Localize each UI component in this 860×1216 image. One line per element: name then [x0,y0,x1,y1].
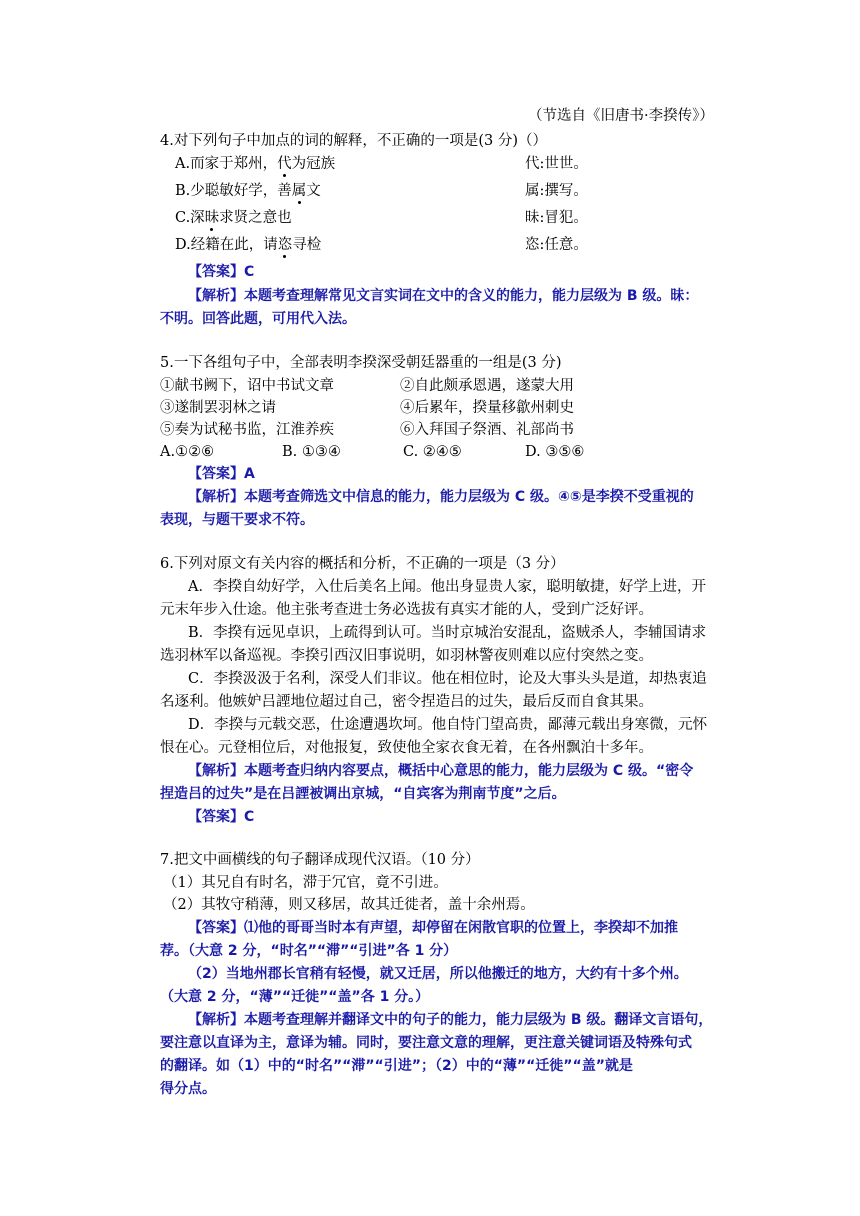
q5-stem: 5.一下各组句子中，全部表明李揆深受朝廷器重的一组是(3 分) [160,355,562,371]
q4-option-d [175,235,321,255]
q4-option-c-gloss: 昧:冒犯。 [525,210,588,226]
q4-option-c [175,208,292,228]
q5-item-5: ⑤奏为试秘书监，江淮养疾 [160,422,334,438]
q4-answer: 【答案】C [188,264,255,280]
q4-analysis-line2: 不明。回答此题，可用代入法。 [160,311,356,327]
q5-choice-d: D. ③⑤⑥ [525,444,585,460]
q4-option-a-post: 为冠族 [291,156,336,172]
q6-analysis-line1: 【解析】本题考查归纳内容要点，概括中心意思的能力，能力层级为 C 级。“密令 [188,763,694,779]
q7-analysis-line4: 得分点。 [160,1081,216,1097]
q4-option-d-pre: D.经籍在此，请 [175,237,278,253]
q4-option-b-gloss: 属:撰写。 [525,183,588,199]
q7-analysis-line3: 的翻译。如（1）中的“时名”“滞”“引进”；（2）中的“薄”“迁徙”“盖”就是 [160,1058,633,1074]
q6-d-line1: D．李揆与元载交恶，仕途遭遇坎坷。他自恃门望高贵，鄙薄元载出身寒微，元怀 [188,717,708,733]
q5-answer: 【答案】A [188,466,255,482]
q4-option-a [175,154,335,174]
q7-analysis-line1: 【解析】本题考查理解并翻译文中的句子的能力，能力层级为 B 级。翻译文言语句， [188,1012,713,1028]
q4-option-b-post: 文 [306,183,321,199]
q5-item-3: ③遂制罢羽林之请 [160,400,276,416]
source-citation: （节选自《旧唐书·李揆传》） [528,108,714,124]
q7-sentence-2: （2）其牧守稍薄，则又移居，故其迁徙者，盖十余州焉。 [163,897,535,913]
q4-option-c-pre: C.深 [175,210,205,226]
q4-option-a-pre: A.而家于郑州， [175,156,278,172]
q6-a-line2: 元末年步入仕途。他主张考查进士务必选拔有真实才能的人，受到广泛好评。 [160,602,653,618]
q6-b-line2: 选羽林军以备巡视。李揆引西汉旧事说明，如羽林警夜则难以应付突然之变。 [160,648,653,664]
q6-a-line1: A．李揆自幼好学，入仕后美名上闻。他出身显贵人家，聪明敏捷，好学上进，开 [188,579,706,595]
q5-item-4: ④后累年，揆量移歙州刺史 [400,400,574,416]
q5-choice-b: B. ①③④ [282,444,341,460]
q4-analysis-line1: 【解析】本题考查理解常见文言实词在文中的含义的能力，能力层级为 B 级。昧： [188,288,699,304]
q6-c-line2: 名逐利。他嫉妒吕諲地位超过自己，密令捏造吕的过失，最后反而自食其果。 [160,694,653,710]
q4-option-a-dotted: 代 [277,156,292,172]
q4-option-c-post: 求贤之意也 [219,210,292,226]
q4-option-b [175,181,321,201]
q6-b-line1: B．李揆有远见卓识，上疏得到认可。当时京城治安混乱，盗贼杀人，李辅国请求 [188,625,707,641]
q5-item-1: ①献书阙下，诏中书试文章 [160,378,334,394]
q5-choice-c: C. ②④⑤ [403,444,462,460]
q5-choice-a: A.①②⑥ [160,444,215,460]
q4-option-b-pre: B.少聪敏好学，善 [175,183,292,199]
q7-answer-line4: （大意 2 分，“薄”“迁徙”“盖”各 1 分。） [160,989,430,1005]
q7-answer-line1: 【答案】⑴他的哥哥当时本有声望，却停留在闲散官职的位置上，李揆却不加推 [188,920,678,936]
q6-analysis-line2: 捏造吕的过失”是在吕諲被调出京城，“自宾客为荆南节度”之后。 [160,786,566,802]
q6-answer: 【答案】C [188,809,255,825]
q7-analysis-line2: 要注意以直译为主，意译为辅。同时，要注意文意的理解，更注意关键词语及特殊句式 [160,1035,692,1051]
q6-c-line1: C．李揆汲汲于名利，深受人们非议。他在相位时，论及大事头头是道，却热衷追 [188,671,707,687]
q4-option-b-dotted: 属 [291,183,307,199]
q6-d-line2: 恨在心。元登相位后，对他报复，致使他全家衣食无着，在各州飘泊十多年。 [160,740,653,756]
q7-answer-line2: 荐。（大意 2 分，“时名”“滞”“引进”各 1 分） [160,943,458,959]
q7-answer-line3: （2）当地州郡长官稍有轻慢，就又迁居，所以他搬迁的地方，大约有十多个州。 [188,966,688,982]
q4-option-a-gloss: 代:世世。 [525,156,588,172]
q4-option-d-post: 寻检 [292,237,322,253]
q4-option-d-gloss: 恣:任意。 [525,237,588,253]
q7-sentence-1: （1）其兄自有时名，滞于冗官，竟不引进。 [163,875,448,891]
q6-stem: 6.下列对原文有关内容的概括和分析，不正确的一项是（3 分） [160,556,565,572]
q4-stem: 4.对下列句子中加点的词的解释，不正确的一项是(3 分)（） [160,133,547,149]
q5-item-6: ⑥入拜国子祭酒、礼部尚书 [400,422,574,438]
q4-option-c-dotted: 昧 [204,210,220,226]
q5-item-2: ②自此颇承恩遇，遂蒙大用 [400,378,574,394]
q7-stem: 7.把文中画横线的句子翻译成现代汉语。（10 分） [160,852,480,868]
q5-analysis-line2: 表现，与题干要求不符。 [160,512,314,528]
q4-option-d-dotted: 恣 [277,237,293,253]
q5-analysis-line1: 【解析】本题考查筛选文中信息的能力，能力层级为 C 级。④⑤是李揆不受重视的 [188,489,694,505]
